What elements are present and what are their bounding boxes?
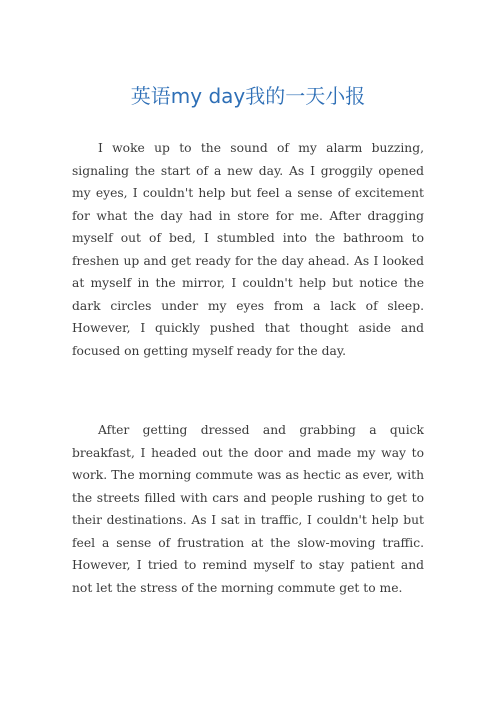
paragraph-2: After getting dressed and grabbing a quick breakfast, I headed out the door and made my way to work. The morning commute was as hectic as ever, with the streets filled with cars and people rushing to get to their destinations. As I sat in traffic, I couldn't help but feel a sense of frustration at the slow-moving traffic. However, I tried to remind myself to stay patient and not let the stress of the morning commute get to me. xyxy=(72,423,424,595)
document-title: 英语my day我的一天小报 xyxy=(130,84,366,108)
paragraph-1: I woke up to the sound of my alarm buzzing, signaling the start of a new day. As I groggily opened my eyes, I couldn't help but feel a sense of excitement for what the day had in store for me. After dragging myself out of bed, I stumbled into the bathroom to freshen up and get ready for the day ahead. As I looked at myself in the mirror, I couldn't help but notice the dark circles under my eyes from a lack of sleep. However, I quickly pushed that thought aside and focused on getting myself ready for the day. xyxy=(72,141,424,358)
